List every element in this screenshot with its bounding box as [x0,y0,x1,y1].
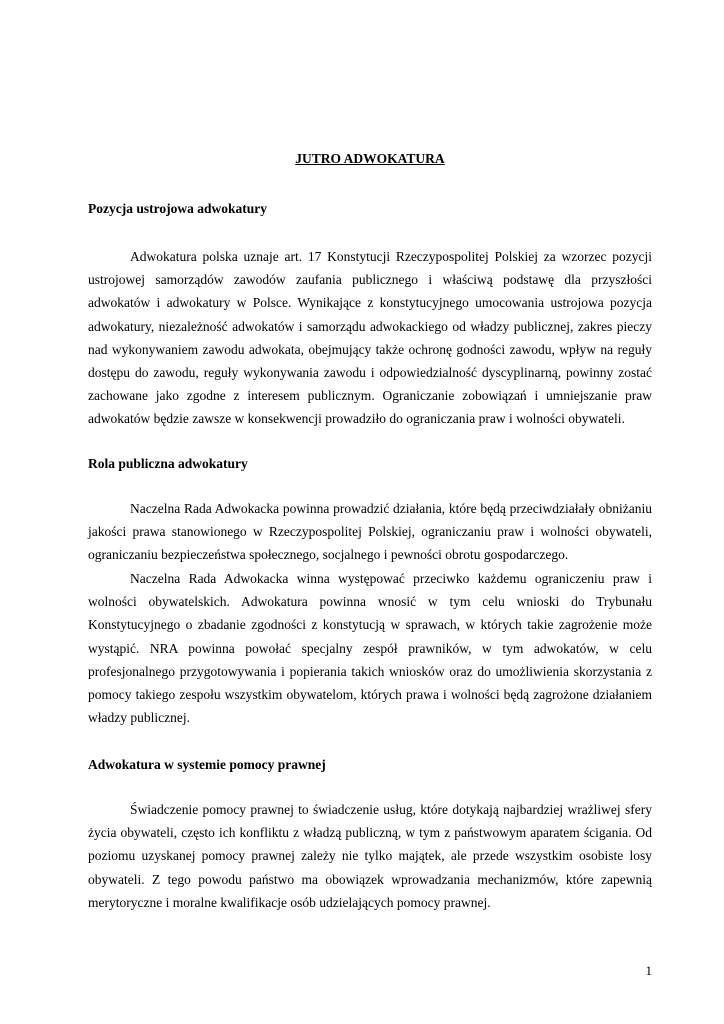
section-heading-rola: Rola publiczna adwokatury [88,456,248,471]
document-title: JUTRO ADWOKATURA [295,151,445,166]
paragraph: Naczelna Rada Adwokacka winna występować przeciwko każdemu ograniczeniu praw i wolności obywatelskich. Adwokatura powinna wnosić w tym celu wnioski do Trybunału Konstytucyjnego o zbadanie zgodności z konstytucją w sprawach, w których takie zagrożenie może wystąpić. NRA powinna powołać specjalny zespół prawników, w tym adwokatów, w celu profesjonalnego przygotowywania i popierania takich wniosków oraz do umożliwienia skorzystania z pomocy takiego zespołu wszystkim obywatelom, których prawa i wolności będą zagrożone działaniem władzy publicznej. [88,571,652,726]
document-page [88,0,652,1024]
section-heading-pozycja: Pozycja ustrojowa adwokatury [88,201,267,216]
paragraph: Świadczenie pomocy prawnej to świadczenie usług, które dotykają najbardziej wrażliwej sfery życia obywateli, często ich konfliktu z władzą publiczną, w tym z państwowym aparatem ścigania. Od poziomu uzyskanej pomocy prawnej zależy nie tylko majątek, ale przede wszystkim osobiste losy obywateli. Z tego powodu państwo ma obowiązek wprowadzania mechanizmów, które zapewnią merytoryczne i moralne kwalifikacje osób udzielających pomocy prawnej. [88,802,652,910]
section-heading-pomoc: Adwokatura w systemie pomocy prawnej [88,757,326,772]
paragraph: Naczelna Rada Adwokacka powinna prowadzić działania, które będą przeciwdziałały obniżaniu jakości prawa stanowionego w Rzeczypospolitej Polskiej, ograniczaniu praw i wolności obywateli, ograniczaniu bezpieczeństwa społecznego, socjalnego i pewności obrotu gospodarczego. [88,501,652,563]
page-number: 1 [645,963,652,978]
paragraph: Adwokatura polska uznaje art. 17 Konstytucji Rzeczypospolitej Polskiej za wzorzec pozycji ustrojowej samorządów zawodów zaufania publicznego i właściwą podstawę dla przyszłości adwokatów i adwokatury w Polsce. Wynikające z konstytucyjnego umocowania ustrojowa pozycja adwokatury, niezależność adwokatów i samorządu adwokackiego od władzy publicznej, zakres pieczy nad wykonywaniem zawodu adwokata, obejmujący także ochronę godności zawodu, wpływ na reguły dostępu do zawodu, reguły wykonywania zawodu i odpowiedzialność dyscyplinarną, powinny zostać zachowane jako zgodne z interesem publicznym. Ograniczanie zobowiązań i umniejszanie praw adwokatów będzie zawsze w konsekwencji prowadziło do ograniczania praw i wolności obywateli. [88,249,652,427]
